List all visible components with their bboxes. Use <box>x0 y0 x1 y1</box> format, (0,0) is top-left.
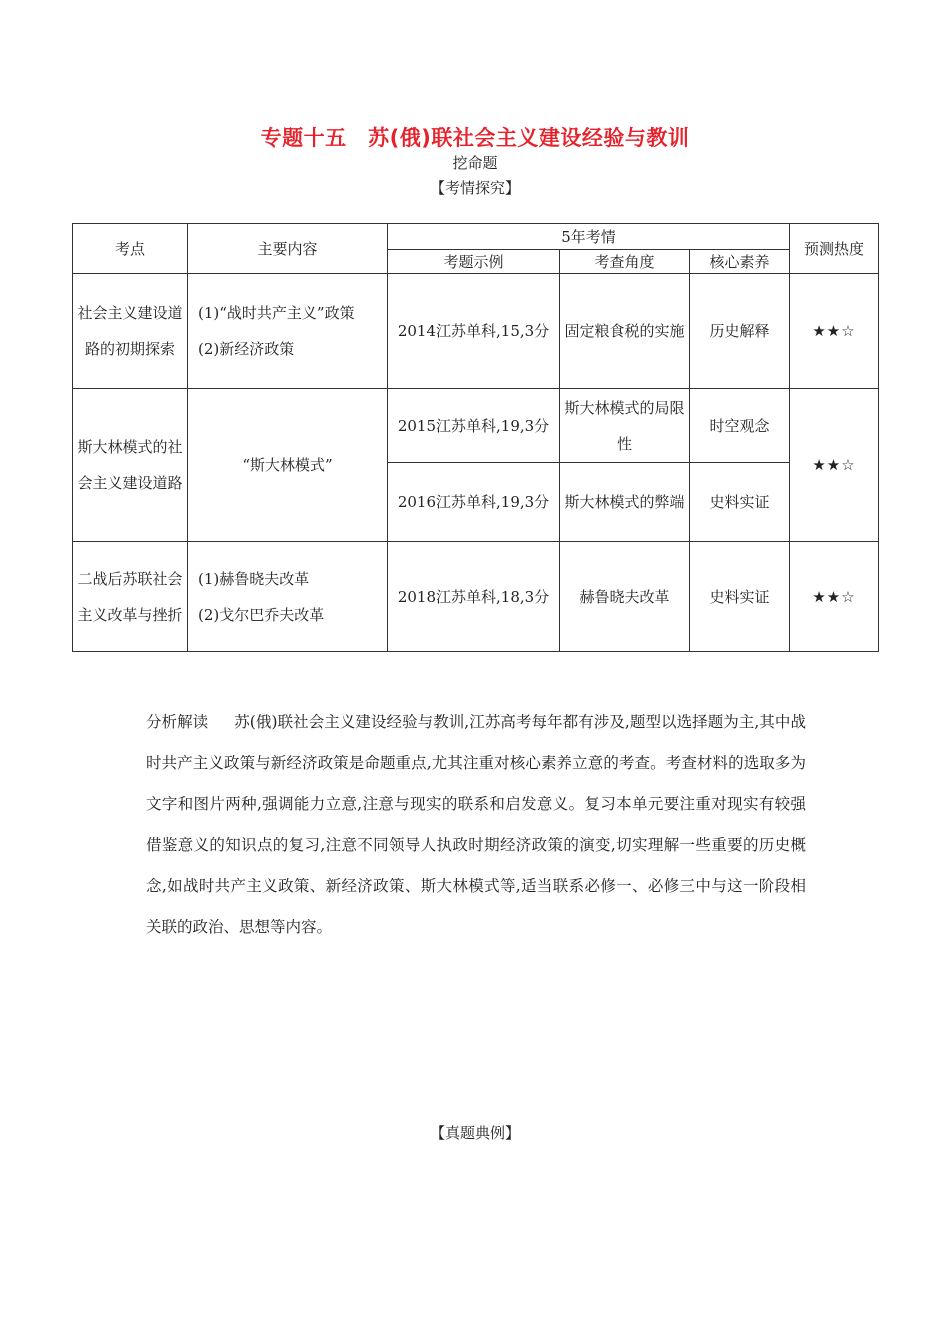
angle-cell: 斯大林模式的弊端 <box>560 463 690 542</box>
content-cell <box>188 542 388 652</box>
example-cell: 2016江苏单科,19,3分 <box>388 463 560 542</box>
table-row <box>73 389 879 463</box>
content-cell <box>188 274 388 389</box>
kaodian-cell: 社会主义建设道路的初期探索 <box>73 274 188 389</box>
header-angle: 考查角度 <box>560 250 690 274</box>
header-literacy: 核心素养 <box>690 250 790 274</box>
table-row <box>73 542 879 652</box>
literacy-cell: 历史解释 <box>690 274 790 389</box>
literacy-cell: 时空观念 <box>690 389 790 463</box>
analysis-text: 苏(俄)联社会主义建设经验与教训,江苏高考每年都有涉及,题型以选择题为主,其中战时共产主义政策与新经济政策是命题重点,尤其注重对核心素养立意的考查。考查材料的选取多为文字和图片两种,强调能力立意,注意与现实的联系和启发意义。复习本单元要注重对现实有较强借鉴意义的知识点的复习,注意不同领导人执政时期经济政策的演变,切实理解一些重要的历史概念,如战时共产主义政策、新经济政策、斯大林模式等,适当联系必修一、必修三中与这一阶段相关联的政治、思想等内容。 <box>146 713 806 936</box>
heat-rating: ★★☆ <box>790 542 879 652</box>
example-cell: 2018江苏单科,18,3分 <box>388 542 560 652</box>
angle-cell: 斯大林模式的局限性 <box>560 389 690 463</box>
header-content: 主要内容 <box>188 224 388 274</box>
analysis-lead: 分析解读 <box>146 713 209 731</box>
exam-analysis-table <box>72 223 879 652</box>
content-item: (2)新经济政策 <box>198 340 295 358</box>
section-heading-examples: 【真题典例】 <box>429 1124 520 1142</box>
example-cell: 2014江苏单科,15,3分 <box>388 274 560 389</box>
analysis-paragraph <box>146 702 806 948</box>
kaodian-cell: 二战后苏联社会主义改革与挫折 <box>73 542 188 652</box>
page-subtitle: 挖命题 <box>452 154 498 172</box>
example-cell: 2015江苏单科,19,3分 <box>388 389 560 463</box>
heat-rating: ★★☆ <box>790 389 879 542</box>
section-heading-exam: 【考情探究】 <box>429 179 520 197</box>
header-example: 考题示例 <box>388 250 560 274</box>
literacy-cell: 史料实证 <box>690 463 790 542</box>
content-item: (2)戈尔巴乔夫改革 <box>198 605 325 624</box>
kaodian-cell: 斯大林模式的社会主义建设道路 <box>73 389 188 542</box>
angle-cell: 赫鲁晓夫改革 <box>560 542 690 652</box>
header-heat: 预测热度 <box>790 224 879 274</box>
heat-rating: ★★☆ <box>790 274 879 389</box>
header-kaodian: 考点 <box>73 224 188 274</box>
header-five-year: 5年考情 <box>388 224 790 250</box>
content-item: (1)“战时共产主义”政策 <box>198 304 355 322</box>
table-row <box>73 274 879 389</box>
angle-cell: 固定粮食税的实施 <box>560 274 690 389</box>
content-cell: “斯大林模式” <box>188 389 388 542</box>
page-title: 专题十五 苏(俄)联社会主义建设经验与教训 <box>260 126 690 150</box>
content-item: (1)赫鲁晓夫改革 <box>198 569 310 588</box>
literacy-cell: 史料实证 <box>690 542 790 652</box>
